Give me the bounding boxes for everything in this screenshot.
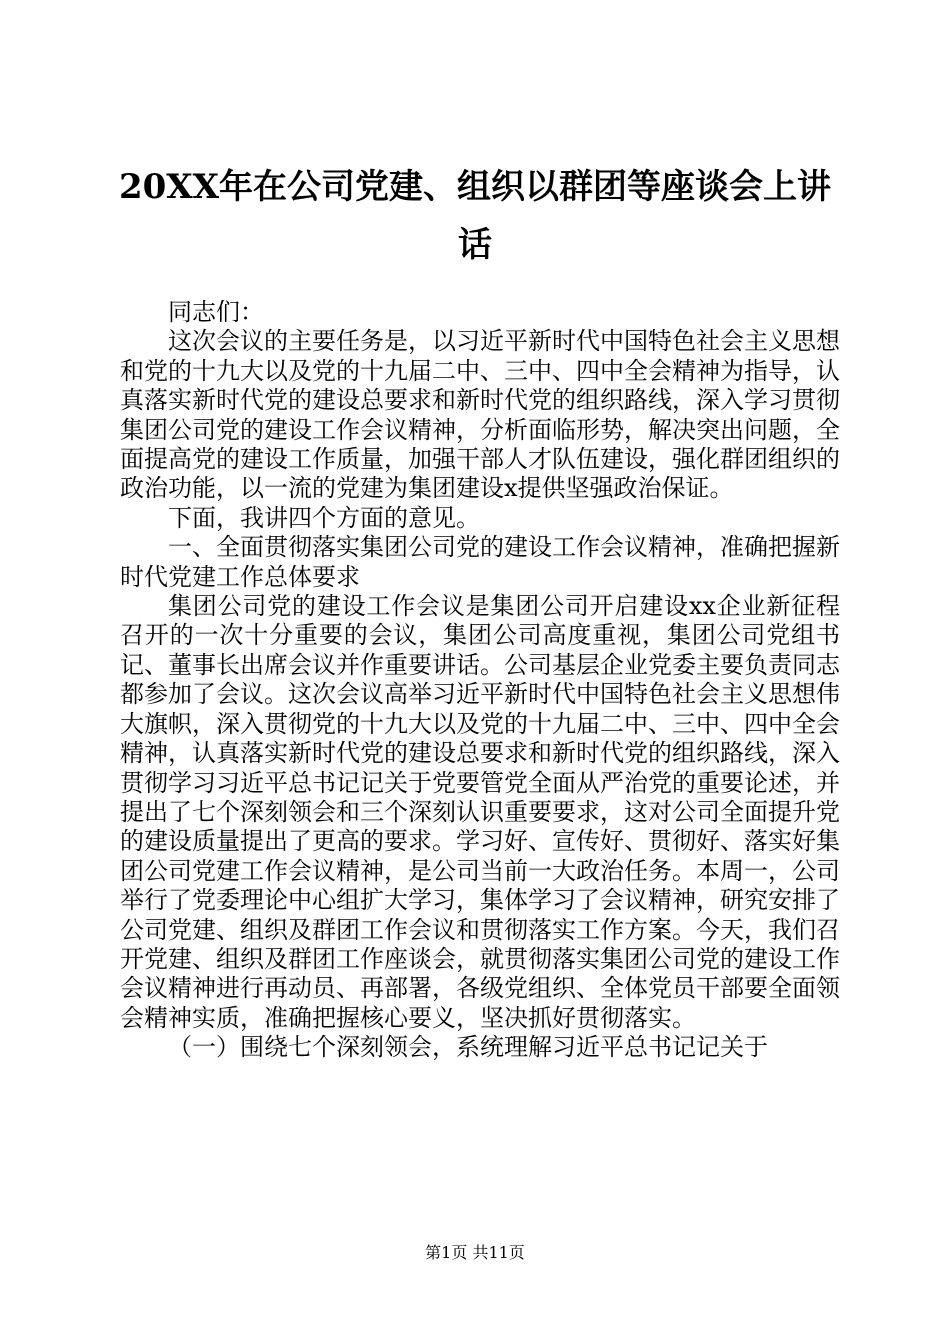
section-heading-1: 一、全面贯彻落实集团公司党的建设工作会议精神，准确把握新时代党建工作总体要求 — [120, 533, 840, 591]
paragraph-intro: 这次会议的主要任务是，以习近平新时代中国特色社会主义思想和党的十九大以及党的十九届二中、三中、四中全会精神为指导，认真落实新时代党的建设总要求和新时代党的组织路线，深入学习贯彻集团公司党的建设工作会议精神，分析面临形势，解决突出问题，全面提高党的建设工作质量，加强干部人才队伍建设，强化群团组织的政治功能，以一流的党建为集团建设x提供坚强政治保证。 — [120, 327, 840, 503]
paragraph-section-1: 集团公司党的建设工作会议是集团公司开启建设xx企业新征程召开的一次十分重要的会议，集团公司高度重视，集团公司党组书记、董事长出席会议并作重要讲话。公司基层企业党委主要负责同志都参加了会议。这次会议高举习近平新时代中国特色社会主义思想伟大旗帜，深入贯彻党的十九大以及党的十九届二中、三中、四中全会精神，认真落实新时代党的建设总要求和新时代党的组织路线，深入贯彻学习习近平总书记记关于党要管党全面从严治党的重要论述，并提出了七个深刻领会和三个深刻认识重要要求，这对公司全面提升党的建设质量提出了更高的要求。学习好、宣传好、贯彻好、落实好集团公司党建工作会议精神，是公司当前一大政治任务。本周一，公司举行了党委理论中心组扩大学习，集体学习了会议精神，研究安排了公司党建、组织及群团工作会议和贯彻落实工作方案。今天，我们召开党建、组织及群团工作座谈会，就贯彻落实集团公司党的建设工作会议精神进行再动员、再部署，各级党组织、全体党员干部要全面领会精神实质，准确把握核心要义，坚决抓好贯彻落实。 — [120, 592, 840, 1032]
document-body — [120, 298, 840, 1063]
subsection-heading-1: （一）围绕七个深刻领会，系统理解习近平总书记记关于 — [168, 1033, 768, 1062]
document-title: 20XX年在公司党建、组织以群团等座谈会上讲话 — [118, 167, 832, 265]
paragraph-outline: 下面，我讲四个方面的意见。 — [168, 503, 480, 532]
page-footer: 第1页 共11页 — [425, 1243, 525, 1262]
salutation: 同志们： — [168, 298, 264, 326]
